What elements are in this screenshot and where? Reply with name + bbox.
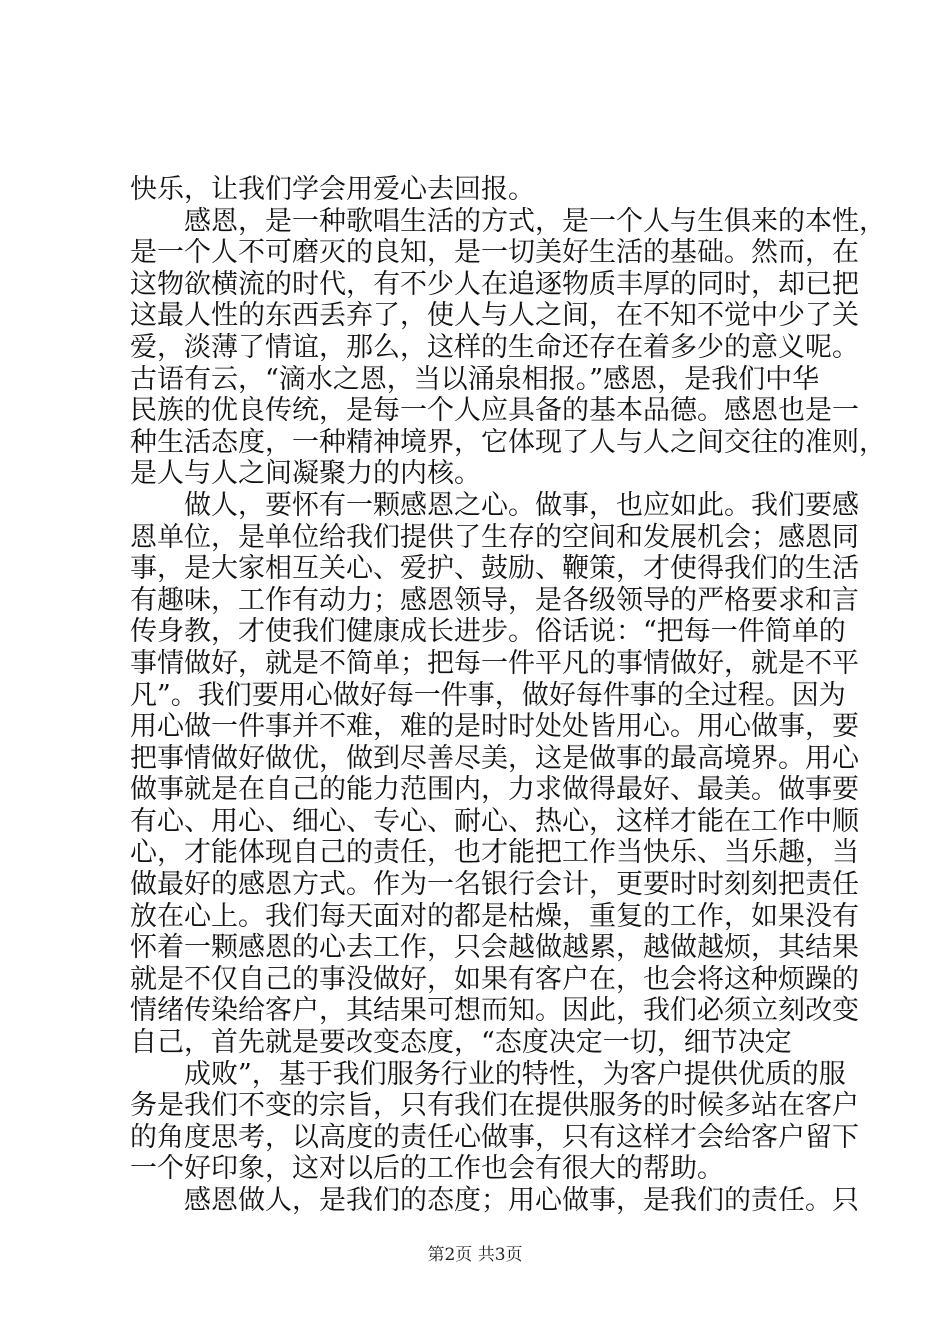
text-line-5: 这最人性的东西丢弃了，使人与人之间，在不知不觉中少了关 [130, 300, 859, 332]
text-line-27: 情绪传染给客户，其结果可想而知。因此，我们必须立刻改变 [130, 995, 859, 1027]
text-line-1: 快乐，让我们学会用爱心去回报。 [130, 174, 535, 205]
text-line-8: 民族的优良传统，是每一个人应具备的基本品德。感恩也是一 [130, 395, 859, 427]
text-line-13: 事，是大家相互关心、爱护、鼓励、鞭策，才使得我们的生活 [130, 553, 859, 585]
text-line-19: 把事情做好做优，做到尽善尽美，这是做事的最高境界。用心 [130, 742, 859, 774]
text-line-14: 有趣味，工作有动力；感恩领导，是各级领导的严格要求和言 [130, 584, 859, 616]
text-line-30: 务是我们不变的宗旨，只有我们在提供服务的时候多站在客户 [130, 1090, 859, 1122]
text-line-11: 做人，要怀有一颗感恩之心。做事，也应如此。我们要感 [184, 489, 859, 521]
text-line-25: 怀着一颗感恩的心去工作，只会越做越累，越做越烦，其结果 [130, 932, 859, 964]
text-line-29: 成败”，基于我们服务行业的特性，为客户提供优质的服 [184, 1058, 846, 1090]
text-line-2: 感恩，是一种歌唱生活的方式，是一个人与生俱来的本性， [184, 205, 886, 237]
text-line-21: 有心、用心、细心、专心、耐心、热心，这样才能在工作中顺 [130, 805, 859, 837]
text-line-31: 的角度思考，以高度的责任心做事，只有这样才会给客户留下 [130, 1121, 859, 1153]
text-line-6: 爱，淡薄了情谊，那么，这样的生命还存在着多少的意义呢。 [130, 331, 859, 363]
text-line-15: 传身教，才使我们健康成长进步。俗话说：“把每一件简单的 [130, 616, 846, 648]
text-line-4: 这物欲横流的时代，有不少人在追逐物质丰厚的同时，却已把 [130, 268, 859, 300]
text-line-26: 就是不仅自己的事没做好，如果有客户在，也会将这种烦躁的 [130, 963, 859, 995]
text-line-32: 一个好印象，这对以后的工作也会有很大的帮助。 [130, 1153, 724, 1185]
text-line-23: 做最好的感恩方式。作为一名银行会计，更要时时刻刻把责任 [130, 869, 859, 901]
text-line-22: 心，才能体现自己的责任，也才能把工作当快乐、当乐趣，当 [130, 837, 859, 869]
body-text [130, 174, 886, 1217]
page-number-footer: 第2页 共3页 [427, 1245, 523, 1265]
text-line-33: 感恩做人，是我们的态度；用心做事，是我们的责任。只 [184, 1185, 859, 1216]
text-line-20: 做事就是在自己的能力范围内，力求做得最好、最美。做事要 [130, 774, 859, 806]
text-line-7: 古语有云，“滴水之恩，当以涌泉相报。”感恩，是我们中华 [130, 363, 820, 395]
text-line-16: 事情做好，就是不简单；把每一件平凡的事情做好，就是不平 [130, 647, 859, 679]
text-line-12: 恩单位，是单位给我们提供了生存的空间和发展机会；感恩同 [130, 521, 859, 553]
text-line-9: 种生活态度，一种精神境界，它体现了人与人之间交往的准则， [130, 426, 886, 458]
text-line-28: 自己，首先就是要改变态度，“态度决定一切，细节决定 [130, 1027, 792, 1059]
text-line-3: 是一个人不可磨灭的良知，是一切美好生活的基础。然而，在 [130, 237, 859, 269]
text-line-18: 用心做一件事并不难，难的是时时处处皆用心。用心做事，要 [130, 711, 859, 743]
text-line-10: 是人与人之间凝聚力的内核。 [130, 458, 481, 490]
text-line-24: 放在心上。我们每天面对的都是枯燥，重复的工作，如果没有 [130, 900, 859, 932]
text-line-17: 凡”。我们要用心做好每一件事，做好每件事的全过程。因为 [130, 679, 846, 711]
